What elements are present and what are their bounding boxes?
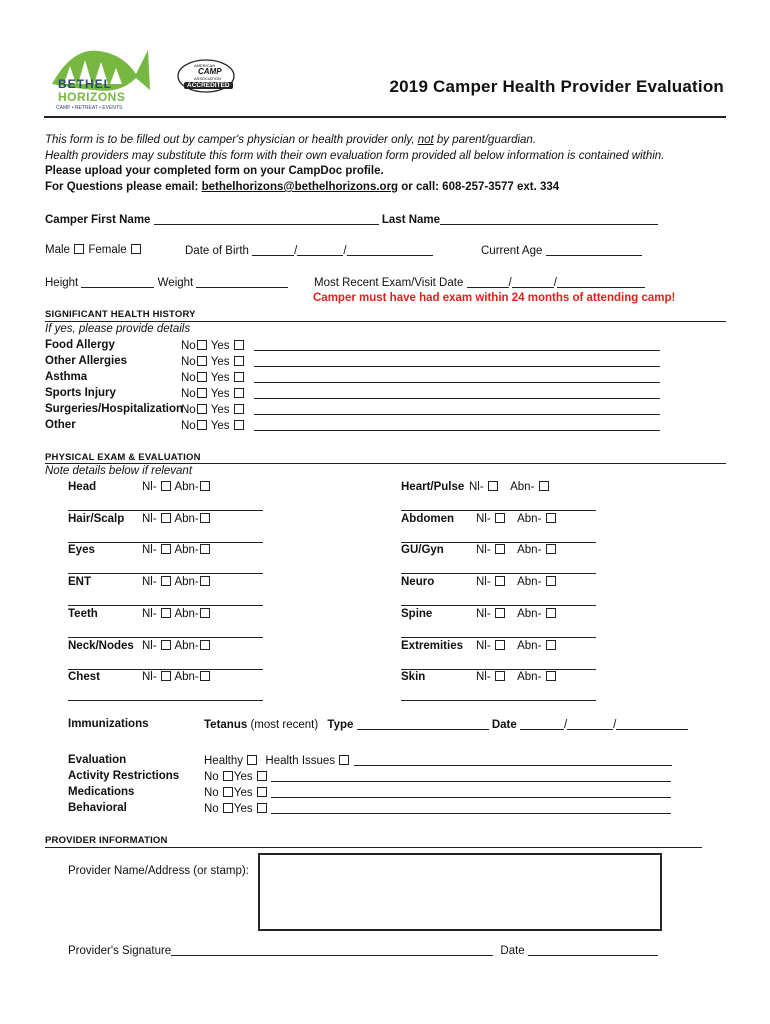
history-details-input[interactable] [254, 403, 660, 415]
history-yes-checkbox[interactable] [234, 388, 244, 398]
history-no-checkbox[interactable] [197, 356, 207, 366]
intro-line1: This form is to be filled out by camper's physician or health provider only, not by parent/guardian. [45, 134, 537, 146]
exam-nl-checkbox[interactable] [161, 576, 171, 586]
history-yes-checkbox[interactable] [234, 404, 244, 414]
exam-abn-checkbox[interactable] [546, 671, 556, 681]
exam-year-input[interactable] [557, 276, 645, 288]
history-item-label: Sports Injury [45, 387, 116, 399]
provider-stamp-box[interactable] [258, 853, 662, 931]
intro-line3: Please upload your completed form on your CampDoc profile. [45, 165, 384, 177]
exam-abn-checkbox[interactable] [200, 671, 210, 681]
exam-nl-checkbox[interactable] [495, 544, 505, 554]
exam-item-options: Nl- Abn- [476, 640, 557, 652]
exam-item-options: Nl- Abn- [476, 671, 557, 683]
history-heading: SIGNIFICANT HEALTH HISTORY [45, 309, 196, 320]
eval-yes-checkbox[interactable] [257, 771, 267, 781]
exam-item-options: Nl- Abn- [142, 671, 211, 683]
exam-details-line[interactable] [401, 605, 596, 606]
exam-nl-checkbox[interactable] [161, 481, 171, 491]
history-item-options: No Yes [181, 339, 660, 352]
history-details-input[interactable] [254, 419, 660, 431]
signature-date-input[interactable] [528, 944, 658, 956]
exam-abn-checkbox[interactable] [200, 544, 210, 554]
history-item-options: No Yes [181, 403, 660, 416]
exam-details-line[interactable] [68, 669, 263, 670]
exam-abn-checkbox[interactable] [546, 544, 556, 554]
tetanus-day-input[interactable] [567, 718, 613, 730]
exam-note: Note details below if relevant [45, 465, 193, 477]
signature-field: Provider's Signature Date [68, 944, 658, 957]
exam-item-label: Neck/Nodes [68, 639, 134, 652]
signature-input[interactable] [171, 944, 493, 956]
eval-yes-checkbox[interactable] [257, 787, 267, 797]
exam-item-label: Head [68, 481, 97, 493]
exam-day-input[interactable] [512, 276, 554, 288]
sex-field: Male Female [45, 244, 142, 256]
evaluation-options: No Yes [204, 770, 671, 783]
exam-abn-checkbox[interactable] [200, 576, 210, 586]
exam-nl-checkbox[interactable] [495, 576, 505, 586]
dob-field: Date of Birth / / [185, 244, 433, 257]
page-title: 2019 Camper Health Provider Evaluation [389, 77, 724, 96]
eval-details-input[interactable] [271, 802, 671, 814]
exam-abn-checkbox[interactable] [546, 640, 556, 650]
logo-line1: BETHEL [58, 77, 112, 91]
exam-nl-checkbox[interactable] [495, 640, 505, 650]
exam-details-line[interactable] [401, 637, 596, 638]
exam-nl-checkbox[interactable] [495, 513, 505, 523]
exam-item-options: Nl- Abn- [142, 640, 211, 652]
exam-item-options: Nl- Abn- [142, 544, 211, 556]
dob-month-input[interactable] [252, 244, 294, 256]
tetanus-year-input[interactable] [616, 718, 688, 730]
exam-item-options: Nl- Abn- [476, 544, 557, 556]
height-weight-field: Height Weight [45, 276, 288, 289]
exam-details-line[interactable] [68, 542, 263, 543]
exam-details-line[interactable] [401, 510, 596, 511]
weight-input[interactable] [196, 276, 288, 288]
provider-name-label: Provider Name/Address (or stamp): [68, 865, 249, 877]
eval-no-checkbox[interactable] [223, 787, 233, 797]
exam-abn-checkbox[interactable] [539, 481, 549, 491]
intro-line4: For Questions please email: bethelhorizons@bethelhorizons.org or call: 608-257-3577 ext. 334 [45, 181, 560, 193]
exam-item-options: Nl- Abn- [469, 481, 550, 493]
exam-details-line[interactable] [401, 669, 596, 670]
exam-item-label: Abdomen [401, 512, 455, 525]
exam-item-label: ENT [68, 576, 91, 589]
history-item-label: Asthma [45, 371, 88, 383]
history-item-label: Food Allergy [45, 339, 115, 351]
exam-item-label: Skin [401, 671, 426, 684]
exam-item-label: Teeth [68, 607, 98, 620]
health-issues-input[interactable] [354, 754, 672, 766]
history-item-options: No Yes [181, 371, 660, 384]
history-details-input[interactable] [254, 355, 660, 367]
exam-abn-checkbox[interactable] [200, 513, 210, 523]
evaluation-options: No Yes [204, 786, 671, 799]
exam-details-line[interactable] [68, 637, 263, 638]
exam-item-options: Nl- Abn- [142, 513, 211, 525]
history-no-checkbox[interactable] [197, 420, 207, 430]
eval-yes-checkbox[interactable] [257, 803, 267, 813]
evaluation-options: No Yes [204, 802, 671, 815]
tetanus-type-input[interactable] [357, 718, 489, 730]
exam-nl-checkbox[interactable] [495, 671, 505, 681]
bethel-horizons-logo [44, 44, 154, 114]
aca-accredited-badge: AMERICAN CAMP ASSOCIATION ACCREDITED [176, 58, 236, 94]
history-item-label: Surgeries/Hospitalization [45, 403, 184, 415]
exam-item-label: Heart/Pulse [401, 481, 465, 493]
health-issues-checkbox[interactable] [339, 755, 349, 765]
healthy-checkbox[interactable] [247, 755, 257, 765]
exam-item-label: Eyes [68, 544, 95, 557]
exam-abn-checkbox[interactable] [546, 576, 556, 586]
first-name-input[interactable] [154, 213, 379, 225]
dob-year-input[interactable] [347, 244, 433, 256]
exam-details-line[interactable] [68, 573, 263, 574]
history-no-checkbox[interactable] [197, 340, 207, 350]
history-yes-checkbox[interactable] [234, 340, 244, 350]
exam-item-label: Hair/Scalp [68, 512, 125, 525]
history-details-input[interactable] [254, 339, 660, 351]
exam-nl-checkbox[interactable] [161, 608, 171, 618]
exam-item-label: Chest [68, 671, 100, 684]
tetanus-month-input[interactable] [520, 718, 564, 730]
exam-details-line[interactable] [68, 510, 263, 511]
eval-details-input[interactable] [271, 770, 671, 782]
last-name-input[interactable] [440, 213, 658, 225]
eval-no-checkbox[interactable] [223, 771, 233, 781]
history-item-options: No Yes [181, 387, 660, 400]
history-no-checkbox[interactable] [197, 404, 207, 414]
exam-abn-checkbox[interactable] [200, 640, 210, 650]
evaluation-options: Healthy Health Issues [204, 754, 672, 767]
exam-abn-checkbox[interactable] [200, 608, 210, 618]
exam-item-options: Nl- Abn- [476, 513, 557, 525]
evaluation-label: Behavioral [68, 802, 127, 814]
age-input[interactable] [546, 244, 642, 256]
exam-abn-checkbox[interactable] [546, 513, 556, 523]
immunizations-label: Immunizations [68, 718, 149, 730]
exam-nl-checkbox[interactable] [495, 608, 505, 618]
exam-nl-checkbox[interactable] [161, 513, 171, 523]
exam-item-options: Nl- Abn- [476, 576, 557, 588]
logo-line2: HORIZONS [58, 90, 126, 104]
exam-date-field: Most Recent Exam/Visit Date / / [314, 276, 645, 289]
exam-item-options: Nl- Abn- [476, 608, 557, 620]
history-yes-checkbox[interactable] [234, 420, 244, 430]
tetanus-field: Tetanus (most recent) Type Date / / [204, 718, 688, 731]
exam-details-line[interactable] [401, 700, 596, 701]
history-item-label: Other Allergies [45, 355, 128, 367]
exam-item-label: Spine [401, 607, 433, 620]
evaluation-label: Medications [68, 786, 135, 798]
exam-abn-checkbox[interactable] [200, 481, 210, 491]
exam-abn-checkbox[interactable] [546, 608, 556, 618]
exam-nl-checkbox[interactable] [161, 544, 171, 554]
exam-details-line[interactable] [401, 542, 596, 543]
exam-item-label: Extremities [401, 639, 464, 652]
history-item-options: No Yes [181, 355, 660, 368]
history-details-input[interactable] [254, 387, 660, 399]
history-item-options: No Yes [181, 419, 660, 432]
history-no-checkbox[interactable] [197, 388, 207, 398]
exam-warning: Camper must have had exam within 24 months of attending camp! [313, 292, 676, 304]
eval-details-input[interactable] [271, 786, 671, 798]
exam-nl-checkbox[interactable] [488, 481, 498, 491]
exam-details-line[interactable] [401, 573, 596, 574]
dob-day-input[interactable] [297, 244, 343, 256]
provider-heading: PROVIDER INFORMATION [45, 835, 168, 846]
exam-details-line[interactable] [68, 605, 263, 606]
exam-item-label: GU/Gyn [401, 544, 444, 557]
evaluation-label: Activity Restrictions [68, 770, 180, 782]
age-field: Current Age [481, 244, 642, 257]
exam-heading: PHYSICAL EXAM & EVALUATION [45, 452, 201, 463]
exam-details-line[interactable] [68, 700, 263, 701]
history-yes-checkbox[interactable] [234, 372, 244, 382]
intro-line2: Health providers may substitute this form with their own evaluation form provided all below information is contained within. [45, 150, 665, 162]
exam-item-options: Nl- Abn- [142, 608, 211, 620]
exam-item-label: Neuro [401, 576, 435, 589]
exam-item-options: Nl- Abn- [142, 481, 211, 493]
eval-no-checkbox[interactable] [223, 803, 233, 813]
history-no-checkbox[interactable] [197, 372, 207, 382]
history-yes-checkbox[interactable] [234, 356, 244, 366]
exam-month-input[interactable] [467, 276, 509, 288]
history-note: If yes, please provide details [45, 323, 191, 335]
male-checkbox[interactable] [74, 244, 84, 254]
evaluation-label: Evaluation [68, 754, 127, 766]
female-checkbox[interactable] [131, 244, 141, 254]
exam-nl-checkbox[interactable] [161, 671, 171, 681]
height-input[interactable] [81, 276, 154, 288]
exam-nl-checkbox[interactable] [161, 640, 171, 650]
history-item-label: Other [45, 419, 76, 431]
logo-tagline: CAMP • RETREAT • EVENTS [56, 105, 123, 111]
email-link[interactable]: bethelhorizons@bethelhorizons.org [201, 181, 399, 193]
exam-item-options: Nl- Abn- [142, 576, 211, 588]
first-name-field: Camper First Name Last Name [45, 213, 658, 226]
history-details-input[interactable] [254, 371, 660, 383]
